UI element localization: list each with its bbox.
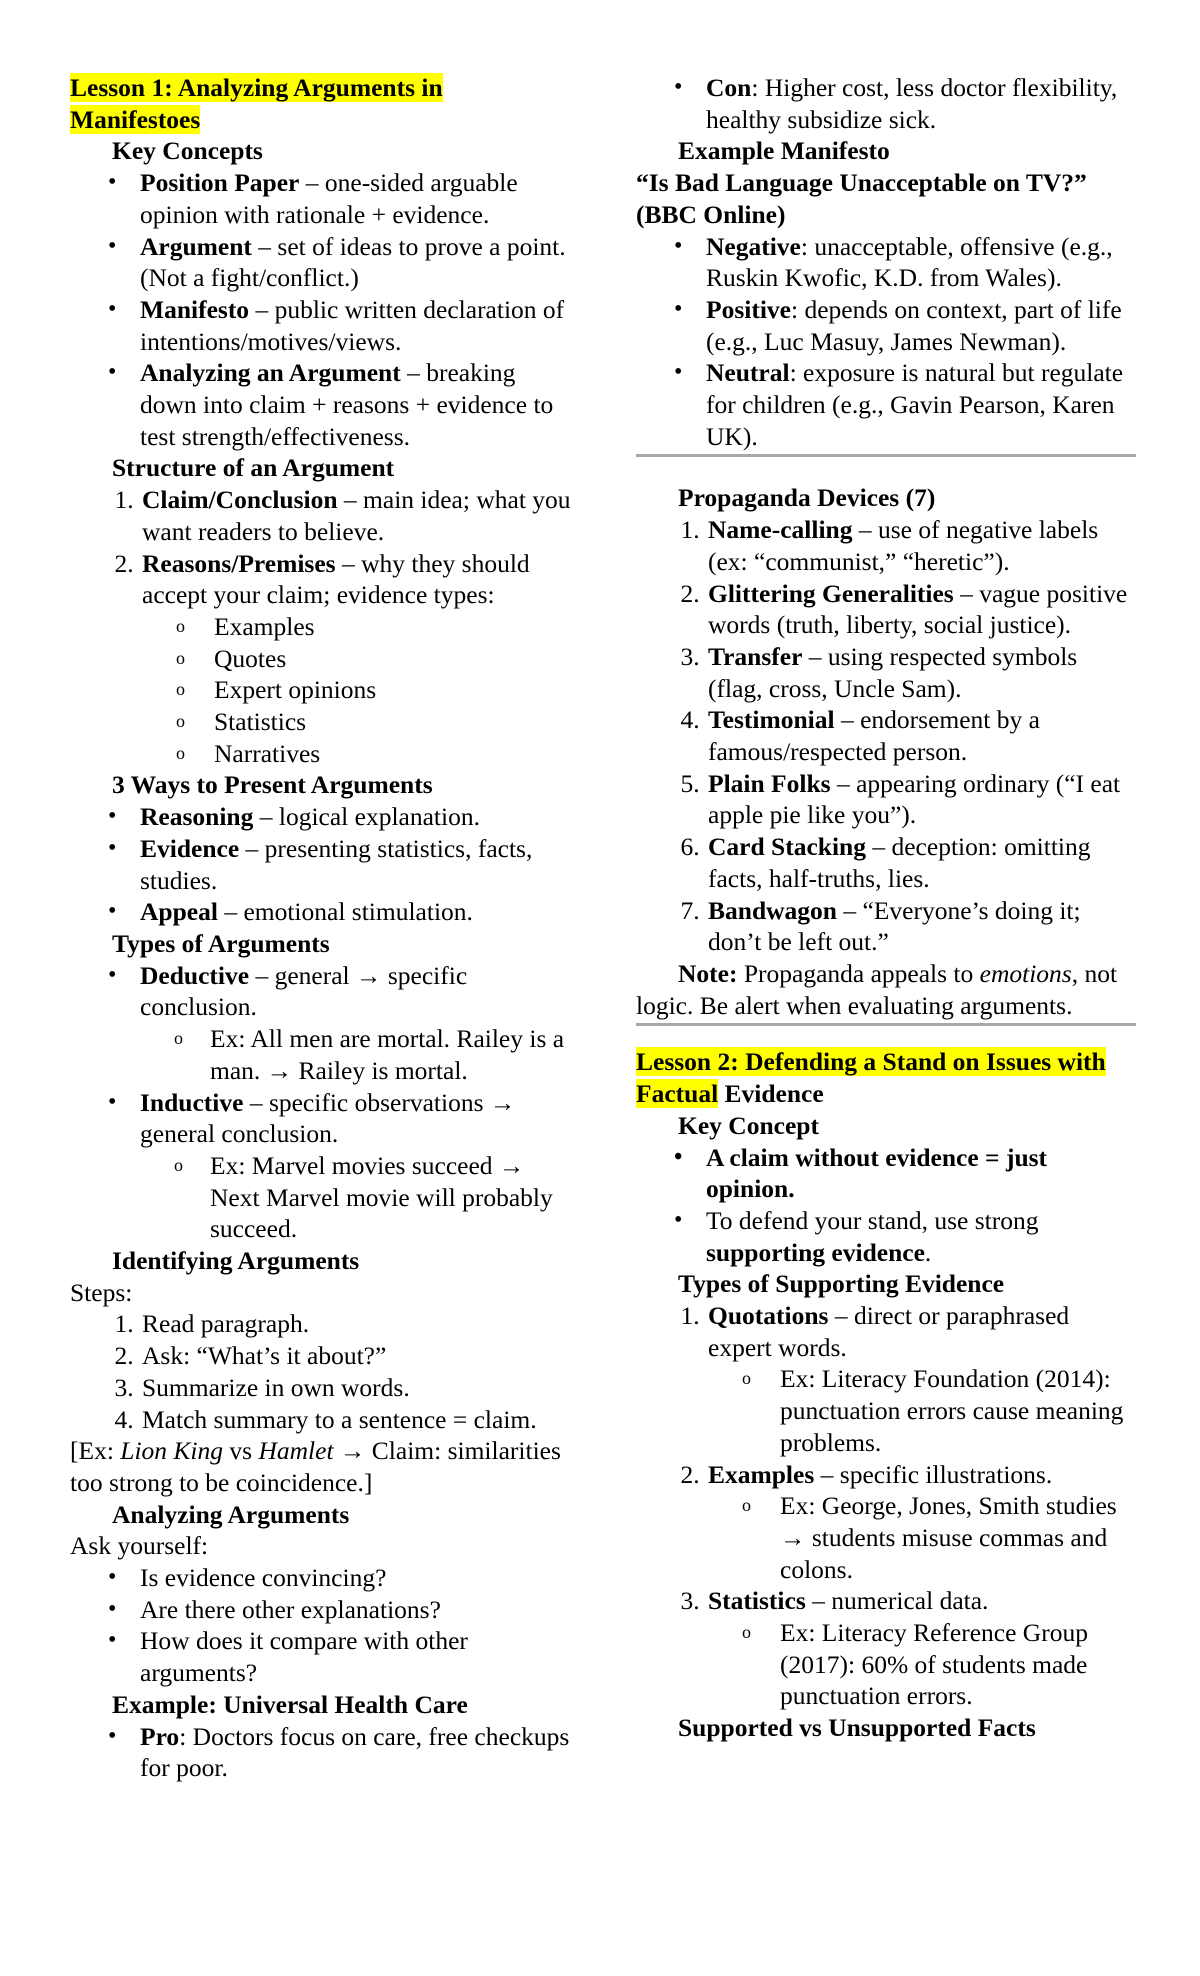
list-item: o Narratives [212,738,575,770]
questions-list [70,1562,575,1689]
identifying-heading: Identifying Arguments [112,1246,360,1276]
supported-facts-heading: Supported vs Unsupported Facts [678,1713,1036,1743]
types-heading: Types of Arguments [112,928,330,958]
manifesto-list [636,231,1136,453]
list-item: • Evidence – presenting statistics, facts, studies. [140,833,575,896]
list-item: o Quotes [212,643,575,675]
list-item: 2. Examples – specific illustrations. o Ex: George, Jones, Smith studies → students misuse commas and colons. [706,1459,1136,1586]
list-item: o Statistics [212,706,575,738]
list-item: • Con: Higher cost, less doctor flexibility, healthy subsidize sick. [706,72,1136,135]
list-item: 6. Card Stacking – deception: omitting facts, half-truths, lies. [706,831,1136,894]
identifying-example: [Ex: Lion King vs Hamlet → Claim: similarities too strong to be coincidence.] [70,1436,561,1497]
list-item: • Neutral: exposure is natural but regulate for children (e.g., Gavin Pearson, Karen UK). [706,357,1136,452]
three-ways-list [70,801,575,928]
list-item: 3. Statistics – numerical data. o Ex: Literacy Reference Group (2017): 60% of students made punctuation errors. [706,1585,1136,1712]
list-item: • Appeal – emotional stimulation. [140,896,575,928]
list-item: • Are there other explanations? [140,1594,575,1626]
list-item: 2. Ask: “What’s it about?” [140,1340,575,1372]
uhc-heading: Example: Universal Health Care [112,1689,468,1719]
list-item: 1. Read paragraph. [140,1308,575,1340]
divider [636,1023,1136,1026]
list-item: 2. Glittering Generalities – vague positive words (truth, liberty, social justice). [706,578,1136,641]
example-item: o Ex: Literacy Foundation (2014): punctuation errors cause meaning problems. [778,1363,1136,1458]
list-item: o Expert opinions [212,674,575,706]
list-item: 4. Testimonial – endorsement by a famous/respected person. [706,704,1136,767]
left-column [70,72,575,1784]
list-item: • Deductive – general → specific conclusion. o Ex: All men are mortal. Railey is a man. → Railey is mortal. [140,960,575,1087]
supporting-evidence-heading: Types of Supporting Evidence [678,1269,1005,1299]
list-item: • Reasoning – logical explanation. [140,801,575,833]
list-item: • To defend your stand, use strong supporting evidence. [706,1205,1136,1268]
list-item: o Examples [212,611,575,643]
analyzing-heading: Analyzing Arguments [112,1499,350,1529]
uhc-list [70,1721,575,1784]
propaganda-heading: Propaganda Devices (7) [678,483,936,513]
list-item: 3. Transfer – using respected symbols (flag, cross, Uncle Sam). [706,641,1136,704]
types-list [70,960,575,1245]
supporting-evidence-list [636,1300,1136,1712]
ask-label: Ask yourself: [70,1531,209,1561]
list-item: • Positive: depends on context, part of life (e.g., Luc Masuy, James Newman). [706,294,1136,357]
list-item: 7. Bandwagon – “Everyone’s doing it; don’t be left out.” [706,895,1136,958]
list-item: • A claim without evidence = just opinion. [706,1142,1136,1205]
key-concept-list [636,1142,1136,1269]
structure-list [70,484,575,769]
manifesto-title: “Is Bad Language Unacceptable on TV?” (BBC Online) [636,168,1087,229]
steps-label: Steps: [70,1277,133,1307]
list-item: 1. Name-calling – use of negative labels (ex: “communist,” “heretic”). [706,514,1136,577]
list-item: 1. Quotations – direct or paraphrased expert words. o Ex: Literacy Foundation (2014): punctuation errors cause meaning problems. [706,1300,1136,1459]
example-item: o Ex: All men are mortal. Railey is a man. → Railey is mortal. [210,1023,575,1086]
list-item: • Position Paper – one-sided arguable opinion with rationale + evidence. [140,167,575,230]
propaganda-note: Note: Propaganda appeals to emotions, not logic. Be alert when evaluating arguments. [636,958,1118,1020]
list-item: • How does it compare with other arguments? [140,1625,575,1688]
lesson2-title: Lesson 2: Defending a Stand on Issues with Factual Evidence [636,1047,1106,1109]
list-item: 5. Plain Folks – appearing ordinary (“I eat apple pie like you”). [706,768,1136,831]
list-item: • Negative: unacceptable, offensive (e.g., Ruskin Kwofic, K.D. from Wales). [706,231,1136,294]
example-item: o Ex: Literacy Reference Group (2017): 60% of students made punctuation errors. [778,1617,1136,1712]
list-item: • Argument – set of ideas to prove a point. (Not a fight/conflict.) [140,231,575,294]
lesson1-title: Lesson 1: Analyzing Arguments in Manifestoes [70,73,443,134]
evidence-types-list [142,611,575,770]
key-concepts-list [70,167,575,452]
example-item: o Ex: George, Jones, Smith studies → students misuse commas and colons. [778,1490,1136,1585]
list-item: 3. Summarize in own words. [140,1372,575,1404]
right-column [636,72,1136,1744]
list-item: • Analyzing an Argument – breaking down into claim + reasons + evidence to test strength/effectiveness. [140,357,575,452]
list-item: • Inductive – specific observations → general conclusion. o Ex: Marvel movies succeed → Next Marvel movie will probably succeed. [140,1087,575,1246]
steps-list [70,1308,575,1435]
structure-heading: Structure of an Argument [112,453,395,483]
key-concept-heading: Key Concept [678,1110,819,1140]
list-item: 1. Claim/Conclusion – main idea; what you want readers to believe. [140,484,575,547]
propaganda-list [636,514,1136,958]
divider [636,454,1136,457]
key-concepts-heading: Key Concepts [112,136,263,166]
manifesto-heading: Example Manifesto [678,136,890,166]
example-item: o Ex: Marvel movies succeed → Next Marvel movie will probably succeed. [210,1150,575,1245]
list-item: • Is evidence convincing? [140,1562,575,1594]
list-item: • Pro: Doctors focus on care, free checkups for poor. [140,1721,575,1784]
list-item: • Manifesto – public written declaration of intentions/motives/views. [140,294,575,357]
list-item: 4. Match summary to a sentence = claim. [140,1404,575,1436]
three-ways-heading: 3 Ways to Present Arguments [112,770,433,800]
list-item: 2. Reasons/Premises – why they should accept your claim; evidence types: o Examples o Quotes o Expert opinions o Statistics o Narratives [140,548,575,770]
uhc-con-list [636,72,1136,135]
